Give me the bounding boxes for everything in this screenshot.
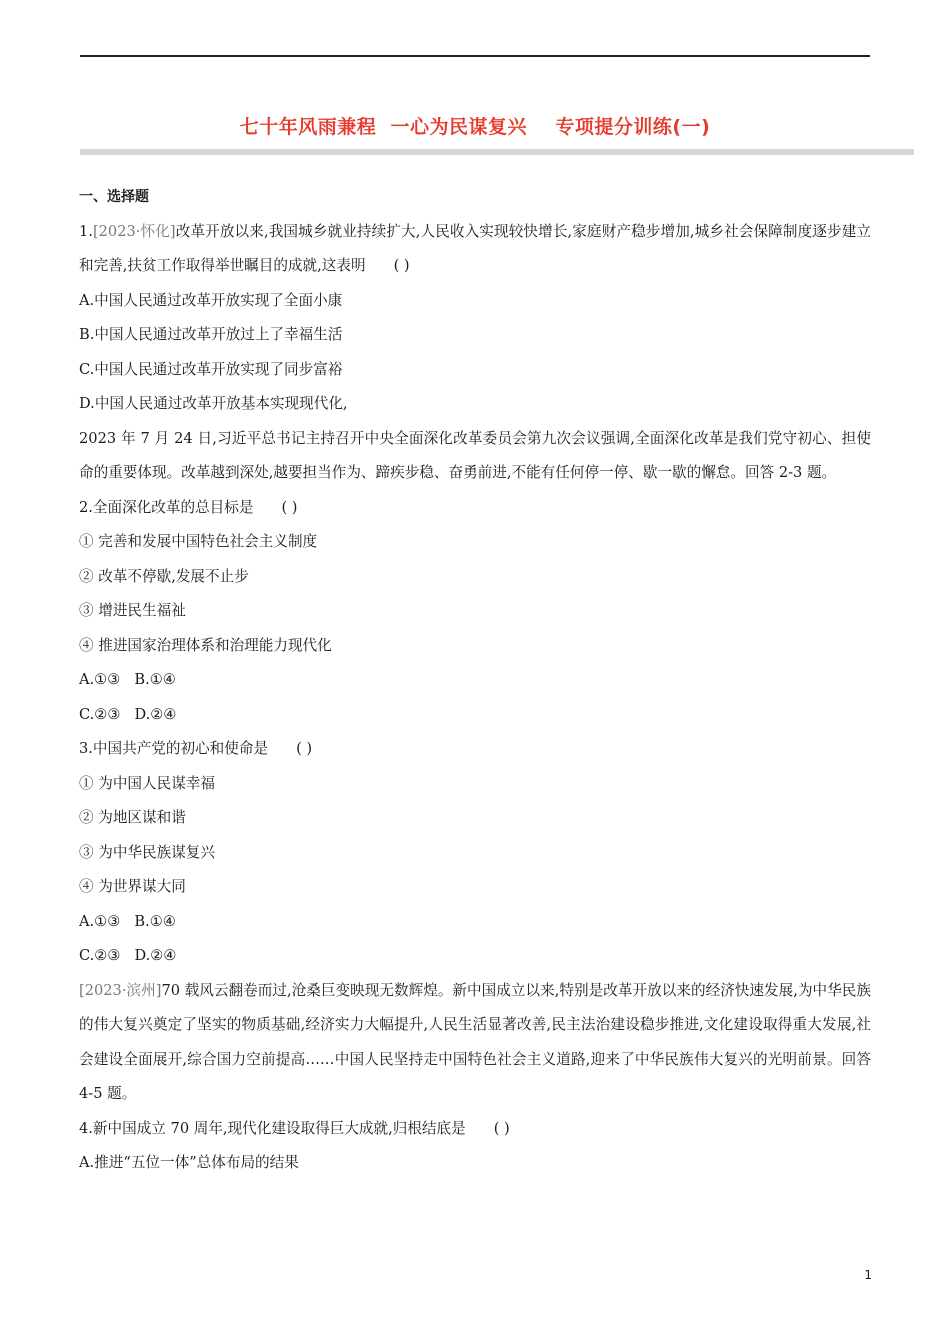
question-4-option-a: A.推进“五位一体”总体布局的结果 — [79, 1154, 299, 1171]
question-2-option-d: D.②④ — [134, 705, 177, 723]
question-1-option-a: A.中国人民通过改革开放实现了全面小康 — [79, 291, 343, 309]
question-2-option-b: B.①④ — [134, 671, 176, 688]
question-3-item-4: ④ 为世界谋大同 — [79, 878, 186, 895]
question-3-options-ab — [79, 905, 871, 940]
question-1 — [79, 215, 871, 284]
question-3-options-cd — [79, 939, 871, 974]
answer-blank: ( ) — [493, 1119, 510, 1137]
material-2-text: 70 载风云翻卷而过,沧桑巨变映现无数辉煌。新中国成立以来,特别是改革开放以来的经济快速发展,为中华民族的伟大复兴奠定了坚实的物质基础,经济实力大幅提升,人民生活显著改善,民主法治建设稳步推进,文化建设取得重大发展,社会建设全面展开,综合国力空前提高……中国人民坚持走中国特色社会主义道路,迎来了中华民族伟大复兴的光明前景。回答 4-5 题。 — [79, 981, 871, 1102]
question-2-options-cd — [79, 698, 871, 733]
question-1-source: [2023·怀化] — [92, 222, 176, 240]
question-1-stem: 改革开放以来,我国城乡就业持续扩大,人民收入实现较快增长,家庭财产稳步增加,城乡社会保障制度逐步建立和完善,扶贫工作取得举世瞩目的成就,这表明 — [79, 222, 871, 274]
header-rule — [80, 55, 870, 57]
question-1-option-d: D.中国人民通过改革开放基本实现现代化, — [79, 395, 348, 412]
answer-blank: ( ) — [281, 498, 298, 516]
section-heading: 一、选择题 — [79, 189, 149, 205]
material-2-source: [2023·滨州] — [79, 981, 162, 999]
question-2-item-3: ③ 增进民生福祉 — [79, 602, 186, 619]
question-3-item-1: ① 为中国人民谋幸福 — [79, 774, 215, 792]
material-2 — [79, 974, 871, 1112]
answer-blank: ( ) — [393, 257, 410, 274]
question-4 — [79, 1112, 871, 1147]
material-1: 2023 年 7 月 24 日,习近平总书记主持召开中央全面深化改革委员会第九次会议强调,全面深化改革是我们党守初心、担使命的重要体现。改革越到深处,越要担当作为、蹄疾步稳、奋勇前进,不能有任何停一停、歇一歇的懈怠。回答 2-3 题。 — [79, 429, 871, 481]
page-number: 1 — [864, 1268, 872, 1282]
question-3-option-b: B.①④ — [134, 912, 176, 930]
question-3-item-2: ② 为地区谋和谐 — [79, 809, 186, 826]
question-2-item-2: ② 改革不停歇,发展不止步 — [79, 567, 249, 585]
question-2-stem: 2.全面深化改革的总目标是 — [79, 498, 254, 516]
document-title: 七十年风雨兼程 一心为民谋复兴 专项提分训练(一) — [239, 116, 711, 138]
question-2-option-a: A.①③ — [79, 671, 121, 688]
document-body — [79, 180, 871, 1181]
question-1-number: 1. — [79, 222, 93, 240]
question-3-option-a: A.①③ — [79, 912, 121, 930]
question-3-item-3: ③ 为中华民族谋复兴 — [79, 843, 215, 861]
question-2-item-4: ④ 推进国家治理体系和治理能力现代化 — [79, 636, 332, 654]
question-2-option-c: C.②③ — [79, 705, 121, 723]
answer-blank: ( ) — [296, 740, 313, 757]
question-3-option-d: D.②④ — [134, 947, 177, 964]
question-4-stem: 4.新中国成立 70 周年,现代化建设取得巨大成就,归根结底是 — [79, 1119, 466, 1137]
question-3-stem: 3.中国共产党的初心和使命是 — [79, 740, 269, 757]
question-2-options-ab — [79, 663, 871, 698]
question-1-option-c: C.中国人民通过改革开放实现了同步富裕 — [79, 360, 343, 378]
question-3-option-c: C.②③ — [79, 947, 121, 964]
title-underline-bar — [80, 149, 914, 155]
question-2 — [79, 491, 871, 526]
question-1-option-b: B.中国人民通过改革开放过上了幸福生活 — [79, 326, 343, 343]
question-3 — [79, 732, 871, 767]
question-2-item-1: ① 完善和发展中国特色社会主义制度 — [79, 533, 318, 550]
